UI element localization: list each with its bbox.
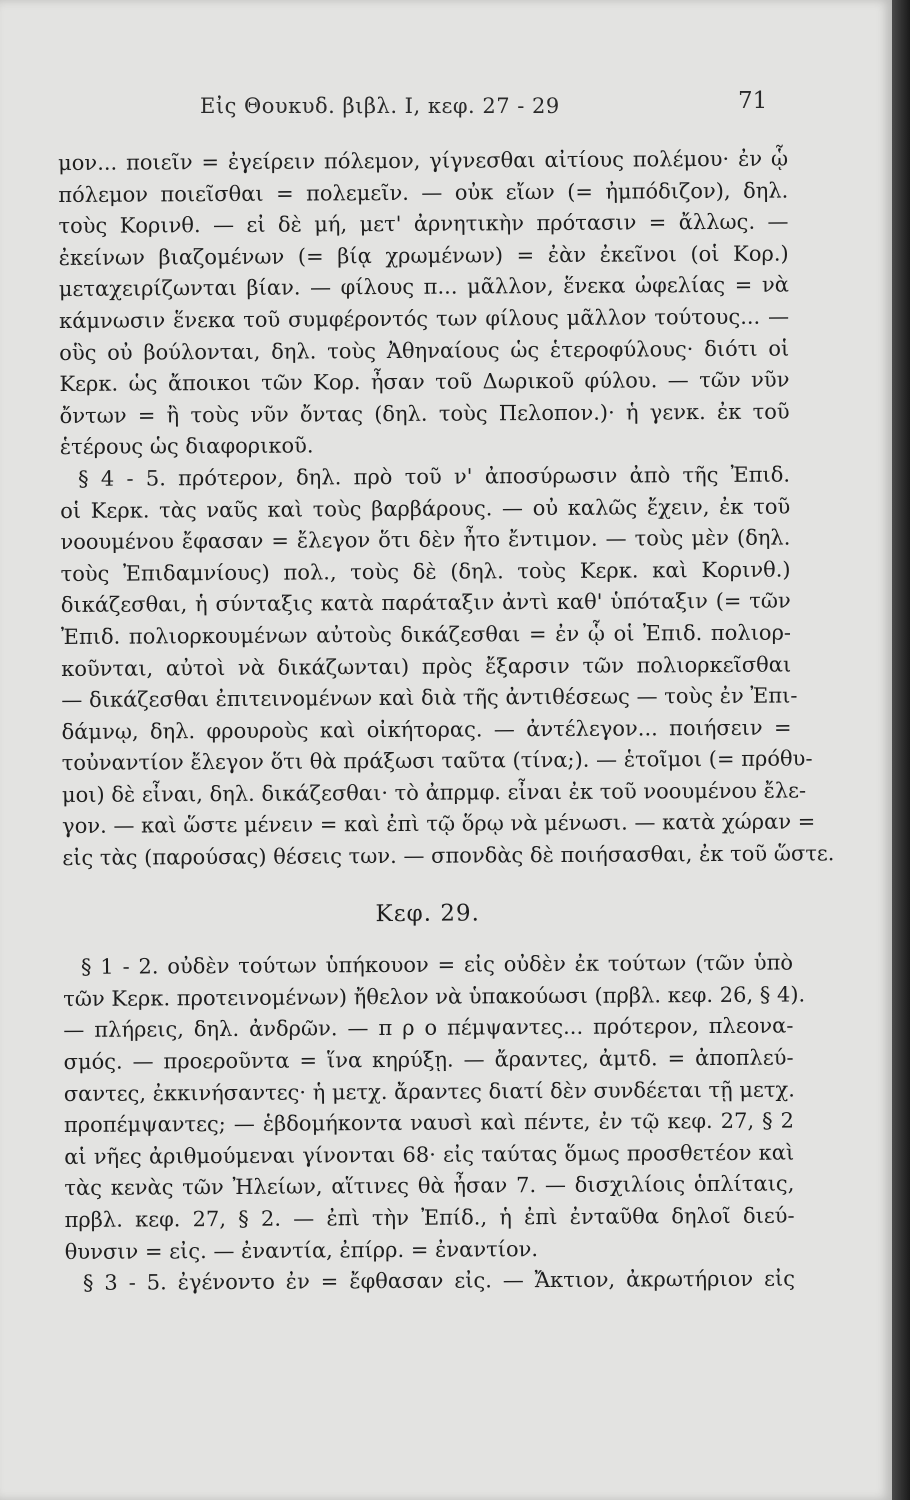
text-line: νοουμένου ἔφασαν = ἔλεγον ὅτι δὲν ἦτο ἔντιμον. — τοὺς μὲν (δηλ. bbox=[60, 525, 791, 555]
text-line: οὓς οὐ βούλονται, δηλ. τοὺς Ἀθηναίους ὡς ἑτεροφύλους· διότι οἱ bbox=[59, 336, 790, 365]
text-line: κοῦνται, αὐτοὶ νὰ δικάζωνται) πρὸς ἔξαρσιν τῶν πολιορκεῖσθαι bbox=[61, 652, 792, 681]
text-line: σαντες, ἐκκινήσαντες· ἡ μετχ. ἄραντες διατί δὲν συνδέεται τῇ μετχ. bbox=[63, 1077, 795, 1106]
text-line: εἰς τὰς (παρούσας) θέσεις των. — σπονδὰς δὲ ποιήσασθαι, ἐκ τοῦ ὥστε. bbox=[62, 841, 835, 871]
chapter-heading: Κεφ. 29. bbox=[375, 900, 480, 927]
text-line: ἐκείνων βιαζομένων (= βίᾳ χρωμένων) = ἐὰν ἐκεῖνοι (οἱ Κορ.) bbox=[58, 241, 789, 270]
text-line: τὰς κενὰς τῶν Ἠλείων, αἵτινες θὰ ἦσαν 7. — δισχιλίοις ὁπλίταις, bbox=[64, 1171, 795, 1201]
text-line: κάμνωσιν ἕνεκα τοῦ συμφέροντός των φίλους μᾶλλον τούτους... — bbox=[58, 304, 790, 333]
text-line: προπέμψαντες; — ἑβδομήκοντα ναυσὶ καὶ πέντε, ἐν τῷ κεφ. 27, § 2 bbox=[63, 1108, 795, 1138]
text-line: — δικάζεσθαι ἐπιτεινομένων καὶ διὰ τῆς ἀντιθέσεως — τοὺς ἐν Ἐπι- bbox=[61, 683, 798, 713]
text-line: — πλήρεις, δηλ. ἀνδρῶν. — π ρ ο πέμψαντες... πρότερον, πλεονα- bbox=[63, 1013, 794, 1043]
text-line: πόλεμον ποιεῖσθαι = πολεμεῖν. — οὐκ εἴων (= ἠμπόδιζον), δηλ. bbox=[58, 178, 789, 207]
text-line: πρβλ. κεφ. 27, § 2. — ἐπὶ τὴν Ἐπίδ., ἡ ἐπὶ ἐνταῦθα δηλοῖ διεύ- bbox=[64, 1203, 795, 1232]
text-line: ἑτέρους ὡς διαφορικοῦ. bbox=[59, 433, 314, 460]
text-line: μον... ποιεῖν = ἐγείρειν πόλεμον, γίγνεσθαι αἰτίους πολέμου· ἐν ᾧ bbox=[58, 146, 789, 175]
text-line: ὄντων = ἢ τοὺς νῦν ὄντας (δηλ. τοὺς Πελοπον.)· ἡ γενκ. ἐκ τοῦ bbox=[59, 399, 790, 428]
paragraph-start-line: § 1 - 2. οὐδὲν τούτων ὑπήκουον = εἰς οὐδὲν ἐκ τούτων (τῶν ὑπὸ bbox=[80, 950, 794, 980]
running-head bbox=[0, 88, 892, 128]
text-line: τῶν Κερκ. προτεινομένων) ἤθελον νὰ ὑπακούωσι (πρβλ. κεφ. 26, § 4). bbox=[63, 982, 806, 1011]
text-line: τοὺς Ἐπιδαμνίους) πολ., τοὺς δὲ (δηλ. τοὺς Κερκ. καὶ Κορινθ.) bbox=[60, 557, 791, 586]
commentary-text bbox=[58, 144, 835, 1300]
text-line: γον. — καὶ ὥστε μένειν = καὶ ἐπὶ τῷ ὅρῳ νὰ μένωσι. — κατὰ χώραν = bbox=[62, 809, 816, 839]
text-line: μοι) δὲ εἶναι, δηλ. δικάζεσθαι· τὸ ἀπρμφ. εἶναι ἐκ τοῦ νοουμένου ἔλε- bbox=[61, 778, 807, 807]
paragraph-start-line: § 3 - 5. ἐγένοντο ἐν = ἔφθασαν εἰς. — Ἄκτιον, ἀκρωτήριον εἰς bbox=[82, 1266, 795, 1296]
page-edge-shadow bbox=[892, 0, 910, 1500]
page-number: 71 bbox=[738, 88, 768, 114]
text-line: Κερκ. ὡς ἄποικοι τῶν Κορ. ἦσαν τοῦ Δωρικοῦ φύλου. — τῶν νῦν bbox=[59, 367, 790, 397]
text-line: αἱ νῆες ἀριθμούμεναι γίνονται 68· εἰς ταύτας ὅμως προσθετέον καὶ bbox=[64, 1140, 795, 1169]
text-line: μεταχειρίζωνται βίαν. — φίλους π... μᾶλλον, ἕνεκα ὠφελίας = νὰ bbox=[58, 272, 789, 302]
text-line: Ἐπιδ. πολιορκουμένων αὐτοὺς δικάζεσθαι = ἐν ᾧ οἱ Ἐπιδ. πολιορ- bbox=[60, 620, 792, 649]
text-line: σμός. — προεροῦντα = ἵνα κηρύξῃ. — ἄραντες, ἀμτδ. = ἀποπλεύ- bbox=[63, 1045, 794, 1075]
text-line: θυνσιν = εἰς. — ἐναντία, ἐπίρρ. = ἐναντίον. bbox=[64, 1236, 539, 1264]
text-line: δάμνῳ, δηλ. φρουροὺς καὶ οἰκήτορας. — ἀντέλεγον... ποιήσειν = bbox=[61, 715, 792, 744]
running-head-title: Εἰς Θουκυδ. βιβλ. Ι, κεφ. 27 - 29 bbox=[200, 94, 560, 118]
text-line: τοὺς Κορινθ. — εἰ δὲ μή, μετ' ἀρνητικὴν πρότασιν = ἄλλως. — bbox=[58, 209, 789, 239]
text-line: τοὐναντίον ἔλεγον ὅτι θὰ πράξωσι ταῦτα (τίνα;). — ἑτοῖμοι (= πρόθυ- bbox=[61, 746, 813, 776]
text-line: δικάζεσθαι, ἡ σύνταξις κατὰ παράταξιν ἀντὶ καθ' ὑπόταξιν (= τῶν bbox=[60, 588, 791, 618]
paragraph-start-line: § 4 - 5. πρότερον, δηλ. πρὸ τοῦ ν' ἀποσύρωσιν ἀπὸ τῆς Ἐπιδ. bbox=[77, 462, 791, 491]
text-line: οἱ Κερκ. τὰς ναῦς καὶ τοὺς βαρβάρους. — οὐ καλῶς ἔχειν, ἐκ τοῦ bbox=[60, 494, 791, 523]
